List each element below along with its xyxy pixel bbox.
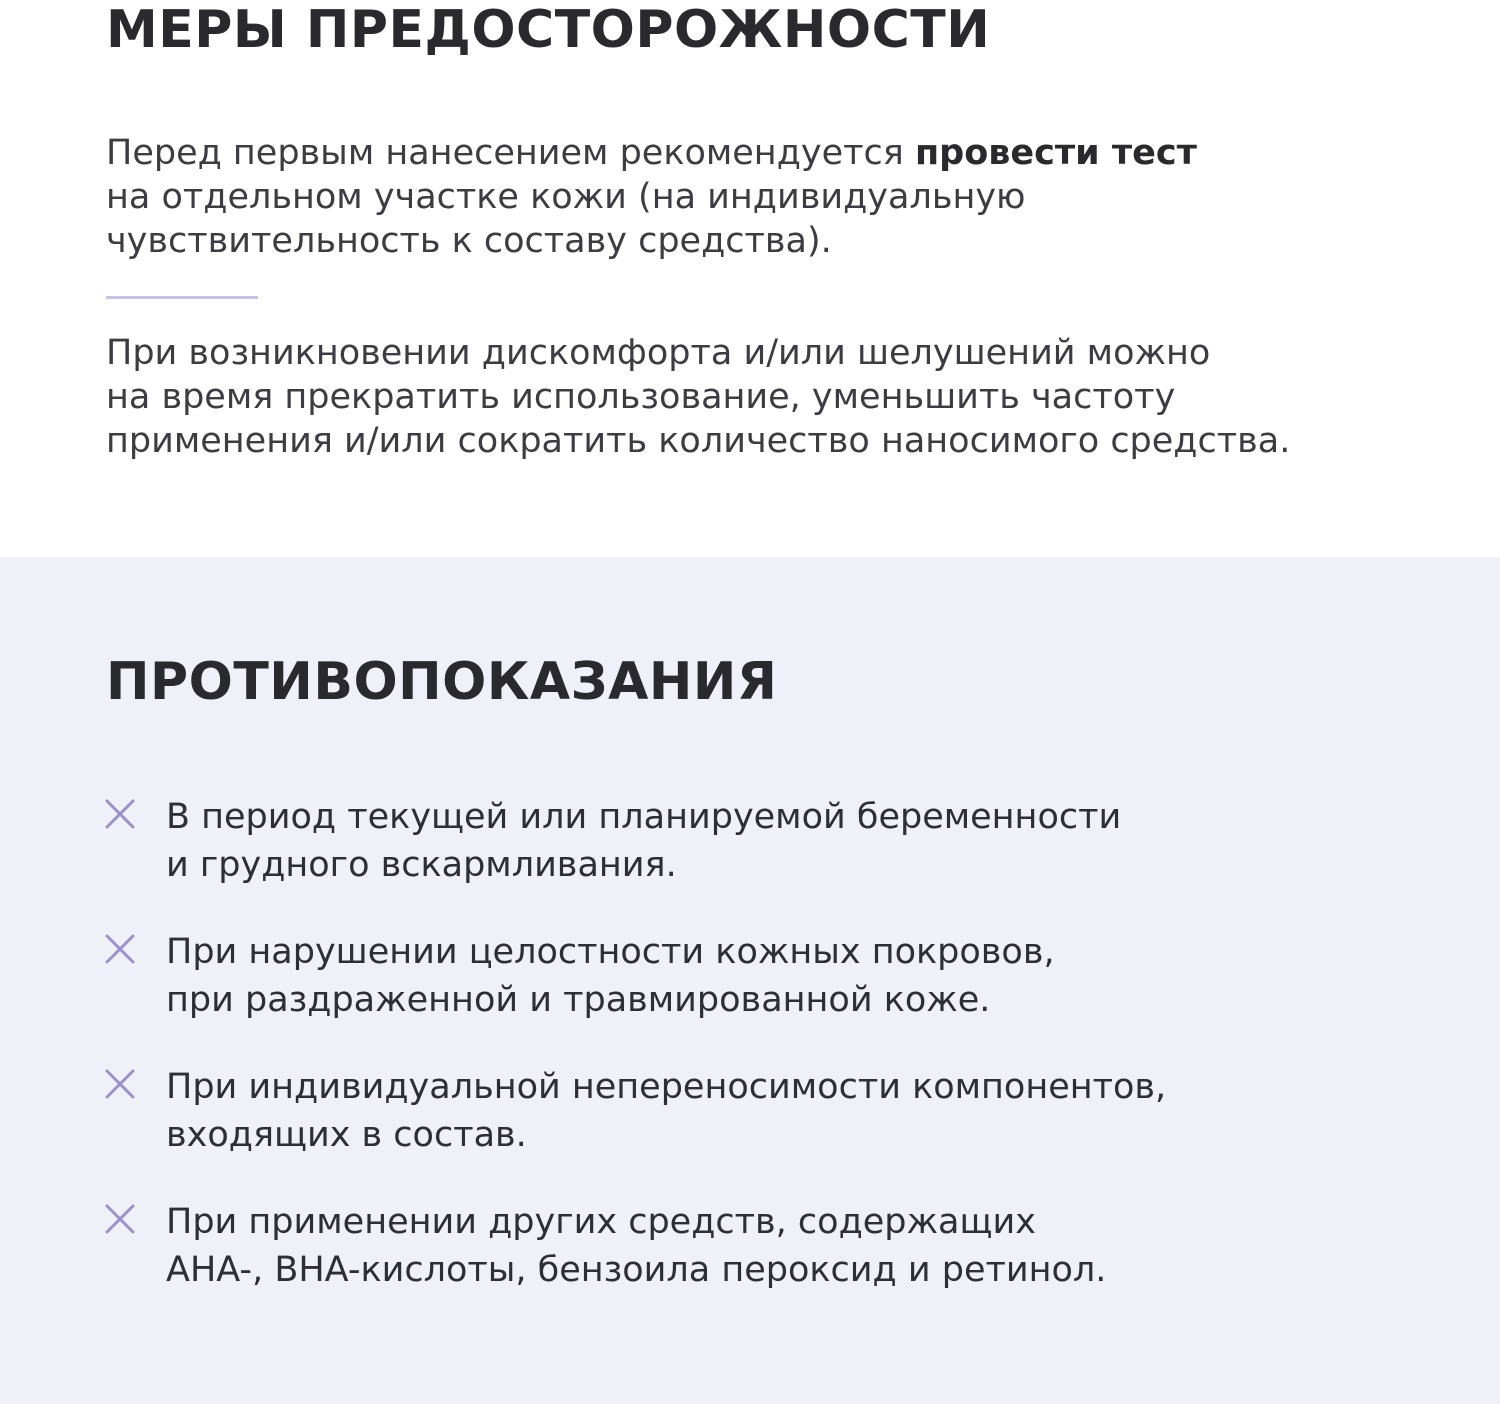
- contraindication-text: [166, 1198, 1106, 1294]
- item-line: В период текущей или планируемой беременности: [166, 797, 1122, 837]
- cross-icon: [104, 1203, 136, 1235]
- contraindications-title: ПРОТИВОПОКАЗАНИЯ: [106, 652, 778, 712]
- paragraph-line: применения и/или сократить количество наносимого средства.: [106, 421, 1291, 461]
- contraindication-text: [166, 793, 1121, 889]
- paragraph-line: чувствительность к составу средства).: [106, 221, 832, 261]
- paragraph-emphasis: провести тест: [914, 133, 1197, 173]
- item-line: При индивидуальной непереносимости компонентов,: [166, 1067, 1167, 1107]
- precautions-section: [0, 0, 1500, 557]
- precautions-title: МЕРЫ ПРЕДОСТОРОЖНОСТИ: [106, 0, 991, 60]
- item-line: при раздраженной и травмированной коже.: [166, 980, 991, 1020]
- paragraph-text: Перед первым нанесением рекомендуется: [106, 133, 915, 173]
- precautions-paragraph-discomfort: [106, 331, 1290, 463]
- item-line: входящих в состав.: [166, 1115, 527, 1155]
- contraindications-section: [0, 557, 1500, 1404]
- paragraph-line: на отдельном участке кожи (на индивидуальную: [106, 177, 1026, 217]
- item-line: При применении других средств, содержащих: [166, 1202, 1036, 1242]
- precautions-paragraph-test: [106, 131, 1197, 263]
- cross-icon: [104, 1068, 136, 1100]
- paragraph-line: на время прекратить использование, уменьшить частоту: [106, 377, 1176, 417]
- contraindication-text: [166, 928, 1055, 1024]
- paragraph-line: [106, 131, 1197, 175]
- section-divider: [106, 296, 258, 299]
- cross-icon: [104, 798, 136, 830]
- cross-icon: [104, 933, 136, 965]
- paragraph-line: При возникновении дискомфорта и/или шелушений можно: [106, 333, 1211, 373]
- item-line: При нарушении целостности кожных покровов,: [166, 932, 1055, 972]
- contraindication-text: [166, 1063, 1166, 1159]
- item-line: AHA-, BHA-кислоты, бензоила пероксид и ретинол.: [166, 1250, 1107, 1290]
- item-line: и грудного вскармливания.: [166, 845, 677, 885]
